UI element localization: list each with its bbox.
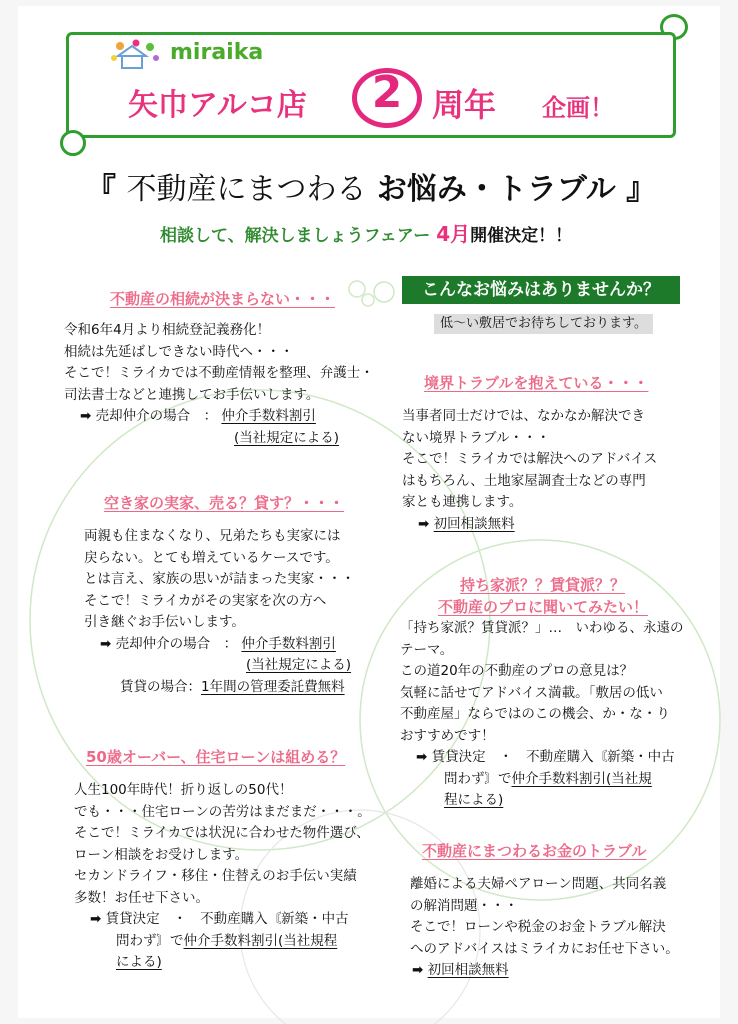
benefit-label-2: 問わず〙で xyxy=(116,932,184,949)
inheritance-body xyxy=(64,320,374,449)
vacant-benefit xyxy=(84,634,355,656)
benefit-text: 初回相談無料 xyxy=(427,962,509,978)
arrow-right-icon: ➡ xyxy=(416,749,428,765)
own-rent-line: 気軽に話せてアドバイス満載。「敷居の低い xyxy=(400,684,663,701)
benefit-text: 仲介手数料割引(当社規程 xyxy=(183,932,338,949)
wait-note: 低〜い敷居でお待ちしております。 xyxy=(434,314,653,334)
anniversary-number: 2 xyxy=(371,67,403,118)
money-benefit xyxy=(410,960,679,982)
plan-label: 企画！ xyxy=(542,94,614,122)
loan-line: ローン相談をお受けします。 xyxy=(74,846,249,863)
scroll-curl-left xyxy=(60,130,86,156)
loan-line: 多数！お任せ下さい。 xyxy=(74,889,209,906)
boundary-body xyxy=(402,406,657,535)
money-line: そこで！ローンや税金のお金トラブル解決 xyxy=(410,919,666,935)
rent-benefit xyxy=(84,677,355,699)
own-rent-benefit xyxy=(400,747,684,769)
miraika-logo-icon xyxy=(110,38,162,70)
title-right-bracket: 』 xyxy=(626,172,657,207)
vacant-line: 戻らない。とても増えているケースです。 xyxy=(84,549,339,566)
loan-benefit xyxy=(74,909,371,931)
benefit-text: 初回相談無料 xyxy=(433,515,515,532)
vacant-line: 引き継ぐお手伝いします。 xyxy=(84,614,245,630)
benefit-text: 仲介手数料割引(当社規 xyxy=(511,770,652,787)
inheritance-line: そこで！ミライカでは不動産情報を整理、弁護士・ xyxy=(64,365,374,381)
store-name: 矢巾アルコ店 xyxy=(128,88,307,123)
vacant-line: そこで！ミライカがその実家を次の方へ xyxy=(84,592,327,609)
own-rent-line: この道20年の不動産のプロの意見は？ xyxy=(400,663,634,679)
money-body xyxy=(410,874,679,982)
benefit-label-2: 問わず〙で xyxy=(444,770,512,787)
title-main: 不動産にまつわる xyxy=(126,172,367,207)
benefit-text: 仲介手数料割引 xyxy=(241,635,336,652)
boundary-line: ない境界トラブル・・・ xyxy=(402,429,550,446)
benefit-label: 売却仲介の場合 ： xyxy=(95,408,218,424)
main-title xyxy=(86,164,656,208)
arrow-right-icon: ➡ xyxy=(90,911,102,927)
boundary-line: 家とも連携します。 xyxy=(402,494,523,510)
loan-line: セカンドライフ・移住・住替えのお手伝い実績 xyxy=(74,868,357,884)
boundary-line: 当事者同士だけでは、なかなか解決でき xyxy=(402,408,645,424)
benefit-text: 仲介手数料割引 xyxy=(221,408,316,424)
anniversary-label: 周年 xyxy=(432,86,497,124)
vacant-body xyxy=(84,526,355,698)
inheritance-line: 相続は先延ばしできない時代へ・・・ xyxy=(64,343,294,360)
own-rent-line: 「持ち家派？賃貸派？」… いわゆる、永遠の xyxy=(400,620,684,636)
arrow-right-icon: ➡ xyxy=(80,408,92,424)
boundary-line: はもちろん、土地家屋調査士などの専門 xyxy=(402,472,646,489)
fair-prefix: 相談して、解決しましょうフェアー xyxy=(160,226,431,246)
inheritance-line: 令和6年4月より相続登記義務化！ xyxy=(64,322,271,338)
loan-line: でも・・・住宅ローンの苦労はまだまだ・・・。 xyxy=(74,803,371,820)
own-rent-line: おすすめです！ xyxy=(400,727,495,744)
loan-line: 人生100年時代！折り返しの50代！ xyxy=(74,782,293,798)
loan-heading: 50歳オーバー、住宅ローンは組める？ xyxy=(86,748,346,766)
vacant-line: とは言え、家族の思いが詰まった実家・・・ xyxy=(84,571,355,587)
loan-line: そこで！ミライカでは状況に合わせた物件選び、 xyxy=(74,825,370,841)
inheritance-line: 司法書士などと連携してお手伝いします。 xyxy=(64,386,320,403)
fair-suffix: 開催決定！！ xyxy=(470,226,573,246)
title-sub: お悩み・トラブル xyxy=(376,172,616,207)
vacant-line: 両親も住まなくなり、兄弟たちも実家には xyxy=(84,528,341,544)
boundary-benefit xyxy=(402,514,657,536)
arrow-right-icon: ➡ xyxy=(418,515,430,532)
arrow-right-icon: ➡ xyxy=(412,962,424,978)
own-rent-body xyxy=(400,618,684,812)
vacant-heading: 空き家の実家、売る？貸す？・・・ xyxy=(104,494,345,512)
benefit-label: 売却仲介の場合 ： xyxy=(115,635,238,652)
own-rent-heading-1: 持ち家派？？賃貸派？？ xyxy=(460,576,626,594)
boundary-heading: 境界トラブルを抱えている・・・ xyxy=(424,374,649,392)
money-heading: 不動産にまつわるお金のトラブル xyxy=(422,842,647,860)
benefit-note: (当社規定による) xyxy=(234,429,340,446)
arrow-right-icon: ➡ xyxy=(100,635,112,652)
inheritance-heading: 不動産の相続が決まらない・・・ xyxy=(110,290,336,308)
inheritance-benefit xyxy=(64,406,374,428)
boundary-line: そこで！ミライカでは解決へのアドバイス xyxy=(402,451,658,467)
benefit-note: (当社規定による) xyxy=(246,657,352,673)
brand-name: miraika xyxy=(170,40,264,65)
own-rent-line: 不動産屋」ならではのこの機会、か・な・り xyxy=(400,706,670,722)
benefit-label: 賃貸決定 ・ 不動産購入〘新築・中古 xyxy=(105,911,349,927)
own-rent-heading-2: 不動産のプロに聞いてみたい！ xyxy=(438,598,649,616)
rent-benefit-text: 1年間の管理委託費無料 xyxy=(201,678,345,695)
title-left-bracket: 『 xyxy=(86,172,116,207)
fair-month: 4月 xyxy=(436,222,471,246)
benefit-text-2: 程による) xyxy=(444,792,504,808)
own-rent-line: テーマ。 xyxy=(400,641,454,658)
money-line: 離婚による夫婦ペアローン問題、共同名義 xyxy=(410,876,667,892)
loan-body xyxy=(74,780,371,974)
rent-label: 賃貸の場合： xyxy=(120,678,201,695)
question-banner: こんなお悩みはありませんか？ xyxy=(402,276,680,304)
money-line: の解消問題・・・ xyxy=(410,897,518,914)
fair-announcement xyxy=(160,218,572,247)
money-line: へのアドバイスはミライカにお任せ下さい。 xyxy=(410,940,679,957)
benefit-label: 賃貸決定 ・ 不動産購入〘新築・中古 xyxy=(431,749,675,765)
benefit-text-2: による) xyxy=(116,954,162,970)
